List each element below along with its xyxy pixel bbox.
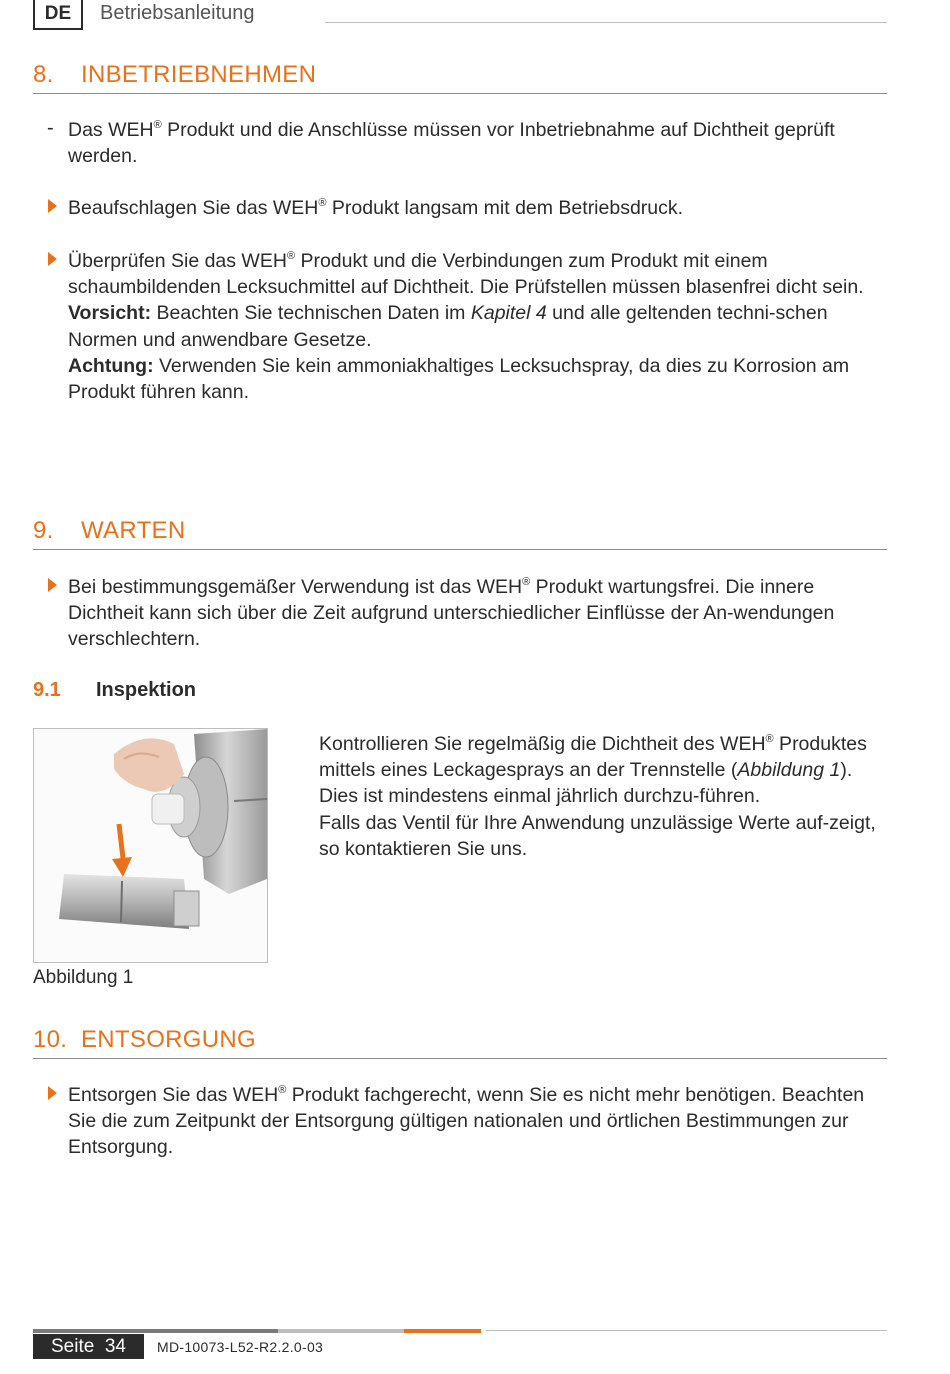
dash-bullet-icon: -	[47, 117, 54, 139]
document-title: Betriebsanleitung	[100, 2, 255, 24]
section-10-heading	[33, 1026, 887, 1059]
section-number: 10.	[33, 1026, 68, 1053]
figure-caption: Abbildung 1	[33, 967, 134, 988]
arrow-bullet-icon	[48, 578, 57, 592]
arrow-bullet-icon	[48, 1086, 57, 1100]
caution-note: Vorsicht: Beachten Sie technischen Daten im Kapitel 4 und alle geltenden techni-schen Normen und anwendbare Gesetze.	[68, 302, 828, 351]
paragraph-disposal: Entsorgen Sie das WEH® Produkt fachgerecht, wenn Sie es nicht mehr benötigen. Beachten Sie die zum Zeitpunkt der Entsorgung gültigen nationalen und örtlichen Bestimmungen zur Entsorgung.	[68, 1084, 865, 1159]
inspection-text: Kontrollieren Sie regelmäßig die Dichtheit des WEH® Produktes mittels eines Leckagesprays an der Trennstelle (Abbildung 1). Dies ist mindestens einmal jährlich durchzu-führen. Falls das Ventil für Ihre Anwendung unzulässige Werte auf-zeigt, so kontaktieren Sie uns.	[319, 733, 876, 860]
subsection-title: Inspektion	[96, 679, 197, 701]
subsection-number: 9.1	[33, 679, 61, 701]
arrow-bullet-icon	[48, 252, 57, 266]
footer-bar-accent	[404, 1329, 481, 1333]
paragraph-pressurize: Beaufschlagen Sie das WEH® Produkt langsam mit dem Betriebsdruck.	[68, 197, 684, 219]
document-code: MD-10073-L52-R2.2.0-03	[157, 1339, 324, 1355]
footer-bar-light	[278, 1329, 404, 1333]
section-8-heading	[33, 61, 887, 94]
section-title: ENTSORGUNG	[81, 1026, 257, 1053]
paragraph-maintenance: Bei bestimmungsgemäßer Verwendung ist das WEH® Produkt wartungsfrei. Die innere Dichtheit kann sich über die Zeit aufgrund unterschiedlicher Einflüsse der An-wendungen verschlechtern.	[68, 576, 835, 651]
section-number: 8.	[33, 61, 54, 88]
page-number-box	[33, 1334, 144, 1359]
figure-leak-spray-photo	[33, 728, 268, 963]
page-number: 34	[104, 1336, 126, 1357]
footer-bar-dark	[33, 1329, 278, 1333]
leak-spray-illustration	[34, 729, 267, 962]
section-title: INBETRIEBNEHMEN	[81, 61, 317, 88]
language-badge: DE	[33, 0, 83, 30]
section-number: 9.	[33, 517, 54, 544]
footer-rule	[486, 1330, 887, 1331]
section-title: WARTEN	[81, 517, 186, 544]
attention-note: Achtung: Verwenden Sie kein ammoniakhaltiges Lecksuchspray, da dies zu Korrosion am Produkt führen kann.	[68, 354, 850, 404]
arrow-bullet-icon	[48, 199, 57, 213]
header-rule	[325, 22, 887, 23]
page-label: Seite	[50, 1336, 95, 1357]
paragraph-inspect-connections: Überprüfen Sie das WEH® Produkt und die Verbindungen zum Produkt mit einem schaumbildenden Lecksuchmittel auf Dichtheit. Die Prüfstellen müssen blasenfrei dicht sein. Vorsicht: Beachten Sie technischen Daten im Kapitel 4 und alle geltenden techni-schen Normen und anwendbare Gesetze. Achtung: Verwenden Sie kein ammoniakhaltiges Lecksuchspray, da dies zu Korrosion am Produkt führen kann.	[68, 248, 890, 405]
paragraph-leak-check: Das WEH® Produkt und die Anschlüsse müssen vor Inbetriebnahme auf Dichtheit geprüft werden.	[68, 119, 835, 168]
section-9-heading	[33, 517, 887, 550]
